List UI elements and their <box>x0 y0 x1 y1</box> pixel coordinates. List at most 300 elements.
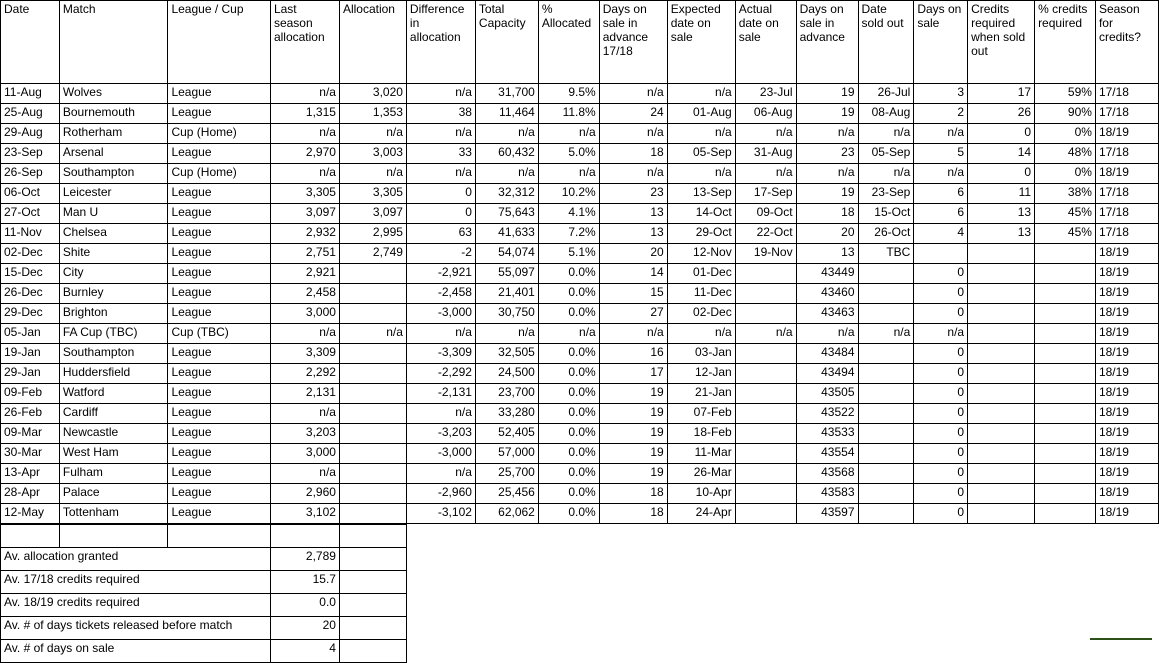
cell[interactable]: 33,280 <box>475 404 538 424</box>
cell[interactable] <box>858 384 914 404</box>
cell[interactable]: 18/19 <box>1095 404 1158 424</box>
cell[interactable]: 23,700 <box>475 384 538 404</box>
cell[interactable]: 26-Jul <box>858 84 914 104</box>
cell[interactable] <box>858 484 914 504</box>
cell[interactable]: 0 <box>914 364 968 384</box>
cell[interactable] <box>968 504 1035 524</box>
summary-value[interactable]: 20 <box>270 617 339 640</box>
cell[interactable]: -2,131 <box>406 384 475 404</box>
column-header-days-on-sale[interactable]: Days on sale <box>914 1 968 84</box>
cell[interactable]: n/a <box>914 124 968 144</box>
cell[interactable]: 3,000 <box>270 304 339 324</box>
table-row[interactable] <box>1 484 1159 504</box>
cell[interactable]: FA Cup (TBC) <box>59 324 168 344</box>
cell[interactable]: n/a <box>914 164 968 184</box>
cell[interactable]: 43522 <box>796 404 858 424</box>
cell[interactable]: 08-Aug <box>858 104 914 124</box>
table-row[interactable] <box>1 164 1159 184</box>
cell[interactable]: Fulham <box>59 464 168 484</box>
cell[interactable]: 13 <box>796 244 858 264</box>
cell[interactable]: n/a <box>796 124 858 144</box>
cell[interactable]: Shite <box>59 244 168 264</box>
cell[interactable]: 22-Oct <box>735 224 796 244</box>
column-header-actual-date-on-sale[interactable]: Actual date on sale <box>735 1 796 84</box>
table-row[interactable] <box>1 504 1159 524</box>
cell[interactable]: 43463 <box>796 304 858 324</box>
cell[interactable]: 5 <box>914 144 968 164</box>
cell[interactable]: 26-Mar <box>667 464 735 484</box>
cell[interactable]: 5.1% <box>538 244 599 264</box>
cell[interactable] <box>1035 404 1096 424</box>
column-header-credits-required-when-sold-out[interactable]: Credits required when sold out <box>968 1 1035 84</box>
cell[interactable]: 23 <box>599 184 667 204</box>
cell[interactable]: 07-Feb <box>667 404 735 424</box>
summary-value[interactable]: 0.0 <box>270 594 339 617</box>
summary-row[interactable] <box>1 640 1159 663</box>
cell[interactable]: 18/19 <box>1095 504 1158 524</box>
cell[interactable]: 31-Aug <box>735 144 796 164</box>
cell[interactable] <box>1035 264 1096 284</box>
summary-value[interactable]: 15.7 <box>270 571 339 594</box>
cell[interactable]: 18 <box>599 484 667 504</box>
cell[interactable]: 75,643 <box>475 204 538 224</box>
cell[interactable]: League <box>168 464 271 484</box>
cell[interactable]: 0.0% <box>538 264 599 284</box>
cell[interactable] <box>858 264 914 284</box>
cell[interactable]: League <box>168 444 271 464</box>
cell[interactable]: 10-Apr <box>667 484 735 504</box>
cell[interactable]: 11-Mar <box>667 444 735 464</box>
table-row[interactable] <box>1 324 1159 344</box>
cell[interactable]: 0.0% <box>538 344 599 364</box>
cell[interactable]: 05-Sep <box>858 144 914 164</box>
cell[interactable]: 31,700 <box>475 84 538 104</box>
cell[interactable]: n/a <box>270 164 339 184</box>
cell[interactable]: Chelsea <box>59 224 168 244</box>
table-row[interactable] <box>1 444 1159 464</box>
cell[interactable]: 43533 <box>796 424 858 444</box>
cell[interactable]: 52,405 <box>475 424 538 444</box>
table-row[interactable] <box>1 344 1159 364</box>
cell[interactable] <box>858 404 914 424</box>
cell[interactable]: Cup (TBC) <box>168 324 271 344</box>
cell[interactable] <box>968 344 1035 364</box>
cell[interactable]: League <box>168 344 271 364</box>
cell[interactable] <box>858 424 914 444</box>
cell[interactable]: 90% <box>1035 104 1096 124</box>
cell[interactable]: 0 <box>406 184 475 204</box>
cell[interactable]: 3,097 <box>270 204 339 224</box>
cell[interactable]: 2 <box>914 104 968 124</box>
cell[interactable]: 14 <box>968 144 1035 164</box>
cell[interactable]: 0 <box>914 504 968 524</box>
cell[interactable]: 15-Oct <box>858 204 914 224</box>
cell[interactable] <box>735 424 796 444</box>
cell[interactable]: 18/19 <box>1095 164 1158 184</box>
cell[interactable] <box>1035 284 1096 304</box>
cell[interactable]: 4 <box>914 224 968 244</box>
cell[interactable]: 38% <box>1035 184 1096 204</box>
cell[interactable]: 63 <box>406 224 475 244</box>
cell[interactable]: 0.0% <box>538 284 599 304</box>
cell[interactable]: 43449 <box>796 264 858 284</box>
cell[interactable]: n/a <box>914 324 968 344</box>
cell[interactable]: 02-Dec <box>667 304 735 324</box>
cell[interactable]: 43597 <box>796 504 858 524</box>
cell[interactable]: 21,401 <box>475 284 538 304</box>
cell[interactable]: n/a <box>796 164 858 184</box>
table-row[interactable] <box>1 204 1159 224</box>
cell[interactable]: Newcastle <box>59 424 168 444</box>
cell[interactable] <box>968 464 1035 484</box>
cell[interactable]: 2,458 <box>270 284 339 304</box>
cell[interactable]: n/a <box>406 124 475 144</box>
cell[interactable] <box>339 344 406 364</box>
cell[interactable] <box>968 424 1035 444</box>
cell[interactable]: 17/18 <box>1095 204 1158 224</box>
cell[interactable]: 0 <box>914 424 968 444</box>
cell[interactable]: 0 <box>914 404 968 424</box>
column-header-percent-credits-required[interactable]: % credits required <box>1035 1 1096 84</box>
cell[interactable]: 18 <box>599 144 667 164</box>
cell[interactable]: -2,960 <box>406 484 475 504</box>
cell[interactable]: 3,003 <box>339 144 406 164</box>
cell[interactable]: 11,464 <box>475 104 538 124</box>
table-row[interactable] <box>1 284 1159 304</box>
cell[interactable]: 06-Oct <box>1 184 60 204</box>
cell[interactable] <box>735 404 796 424</box>
cell[interactable] <box>339 404 406 424</box>
cell[interactable] <box>735 504 796 524</box>
cell[interactable] <box>858 504 914 524</box>
cell[interactable] <box>968 324 1035 344</box>
cell[interactable]: 19 <box>796 184 858 204</box>
cell[interactable]: 19 <box>599 404 667 424</box>
cell[interactable]: Watford <box>59 384 168 404</box>
cell[interactable]: 48% <box>1035 144 1096 164</box>
summary-row[interactable] <box>1 571 1159 594</box>
cell[interactable]: 19-Nov <box>735 244 796 264</box>
cell[interactable]: 11-Nov <box>1 224 60 244</box>
cell[interactable]: 17/18 <box>1095 184 1158 204</box>
cell[interactable] <box>914 244 968 264</box>
cell[interactable]: n/a <box>270 324 339 344</box>
cell[interactable]: 19-Jan <box>1 344 60 364</box>
cell[interactable] <box>339 304 406 324</box>
cell[interactable]: League <box>168 84 271 104</box>
cell[interactable]: League <box>168 224 271 244</box>
cell[interactable]: 29-Aug <box>1 124 60 144</box>
cell[interactable]: n/a <box>667 324 735 344</box>
cell[interactable]: 2,970 <box>270 144 339 164</box>
cell[interactable]: 05-Jan <box>1 324 60 344</box>
cell[interactable]: Rotherham <box>59 124 168 144</box>
cell[interactable]: 17/18 <box>1095 84 1158 104</box>
cell[interactable]: -2,458 <box>406 284 475 304</box>
cell[interactable]: 33 <box>406 144 475 164</box>
cell[interactable]: 10.2% <box>538 184 599 204</box>
cell[interactable]: n/a <box>796 324 858 344</box>
cell[interactable] <box>339 464 406 484</box>
cell[interactable]: 13 <box>599 224 667 244</box>
column-header-expected-date-on-sale[interactable]: Expected date on sale <box>667 1 735 84</box>
cell[interactable]: Arsenal <box>59 144 168 164</box>
cell[interactable]: 43460 <box>796 284 858 304</box>
cell[interactable] <box>858 344 914 364</box>
cell[interactable]: 6 <box>914 184 968 204</box>
table-row[interactable] <box>1 184 1159 204</box>
cell[interactable]: -3,000 <box>406 304 475 324</box>
column-header-total-capacity[interactable]: Total Capacity <box>475 1 538 84</box>
cell[interactable]: 45% <box>1035 204 1096 224</box>
cell[interactable]: Cup (Home) <box>168 164 271 184</box>
column-header-allocation[interactable]: Allocation <box>339 1 406 84</box>
cell[interactable]: n/a <box>538 164 599 184</box>
cell[interactable]: Brighton <box>59 304 168 324</box>
cell[interactable] <box>1035 244 1096 264</box>
cell[interactable]: -3,309 <box>406 344 475 364</box>
cell[interactable]: City <box>59 264 168 284</box>
cell[interactable]: 17-Sep <box>735 184 796 204</box>
cell[interactable]: Leicester <box>59 184 168 204</box>
cell[interactable] <box>968 404 1035 424</box>
cell[interactable]: n/a <box>475 324 538 344</box>
cell[interactable]: 57,000 <box>475 444 538 464</box>
summary-row[interactable] <box>1 617 1159 640</box>
cell[interactable]: Palace <box>59 484 168 504</box>
cell[interactable]: n/a <box>406 404 475 424</box>
column-header-date[interactable]: Date <box>1 1 60 84</box>
cell[interactable]: 17 <box>599 364 667 384</box>
cell[interactable]: 30-Mar <box>1 444 60 464</box>
cell[interactable]: League <box>168 104 271 124</box>
cell[interactable]: League <box>168 504 271 524</box>
cell[interactable]: 54,074 <box>475 244 538 264</box>
cell[interactable]: 3,203 <box>270 424 339 444</box>
cell[interactable] <box>735 364 796 384</box>
table-row[interactable] <box>1 104 1159 124</box>
cell[interactable]: 5.0% <box>538 144 599 164</box>
cell[interactable]: -3,000 <box>406 444 475 464</box>
cell[interactable] <box>858 304 914 324</box>
cell[interactable] <box>735 484 796 504</box>
cell[interactable]: 15 <box>599 284 667 304</box>
cell[interactable]: 18/19 <box>1095 444 1158 464</box>
cell[interactable]: 20 <box>599 244 667 264</box>
table-row[interactable] <box>1 304 1159 324</box>
cell[interactable]: 3,305 <box>270 184 339 204</box>
cell[interactable]: n/a <box>475 124 538 144</box>
cell[interactable] <box>968 384 1035 404</box>
cell[interactable] <box>339 504 406 524</box>
cell[interactable]: Southampton <box>59 164 168 184</box>
cell[interactable]: 2,960 <box>270 484 339 504</box>
cell[interactable]: -3,203 <box>406 424 475 444</box>
cell[interactable] <box>735 444 796 464</box>
cell[interactable]: 43494 <box>796 364 858 384</box>
cell[interactable] <box>1035 344 1096 364</box>
cell[interactable]: 18 <box>796 204 858 224</box>
cell[interactable]: TBC <box>858 244 914 264</box>
cell[interactable]: n/a <box>858 124 914 144</box>
cell[interactable] <box>858 444 914 464</box>
cell[interactable] <box>968 364 1035 384</box>
cell[interactable]: 0 <box>914 264 968 284</box>
cell[interactable]: n/a <box>270 404 339 424</box>
cell[interactable]: 30,750 <box>475 304 538 324</box>
cell[interactable]: 0 <box>406 204 475 224</box>
cell[interactable]: n/a <box>270 84 339 104</box>
cell[interactable]: 18/19 <box>1095 124 1158 144</box>
cell[interactable]: n/a <box>475 164 538 184</box>
cell[interactable]: 17/18 <box>1095 104 1158 124</box>
cell[interactable]: Huddersfield <box>59 364 168 384</box>
cell[interactable]: League <box>168 264 271 284</box>
cell[interactable]: 02-Dec <box>1 244 60 264</box>
cell[interactable]: n/a <box>858 324 914 344</box>
cell[interactable] <box>1035 304 1096 324</box>
cell[interactable]: n/a <box>599 324 667 344</box>
table-row[interactable] <box>1 244 1159 264</box>
cell[interactable]: -2,921 <box>406 264 475 284</box>
cell[interactable]: 01-Aug <box>667 104 735 124</box>
cell[interactable] <box>1035 464 1096 484</box>
cell[interactable]: 29-Jan <box>1 364 60 384</box>
cell[interactable]: 0% <box>1035 164 1096 184</box>
cell[interactable]: 2,932 <box>270 224 339 244</box>
cell[interactable]: 1,315 <box>270 104 339 124</box>
cell[interactable]: 06-Aug <box>735 104 796 124</box>
cell[interactable]: 25,456 <box>475 484 538 504</box>
cell[interactable]: Bournemouth <box>59 104 168 124</box>
cell[interactable]: League <box>168 424 271 444</box>
cell[interactable]: 29-Oct <box>667 224 735 244</box>
table-row[interactable] <box>1 384 1159 404</box>
cell[interactable] <box>339 424 406 444</box>
cell[interactable]: n/a <box>599 164 667 184</box>
cell[interactable]: 18/19 <box>1095 424 1158 444</box>
cell[interactable]: 19 <box>599 444 667 464</box>
cell[interactable]: n/a <box>667 124 735 144</box>
cell[interactable]: 18/19 <box>1095 284 1158 304</box>
column-header-match[interactable]: Match <box>59 1 168 84</box>
cell[interactable]: 17/18 <box>1095 224 1158 244</box>
cell[interactable]: League <box>168 184 271 204</box>
cell[interactable]: 32,312 <box>475 184 538 204</box>
cell[interactable]: 0 <box>968 124 1035 144</box>
cell[interactable]: 0 <box>914 284 968 304</box>
cell[interactable]: 45% <box>1035 224 1096 244</box>
cell[interactable]: 03-Jan <box>667 344 735 364</box>
cell[interactable]: n/a <box>339 164 406 184</box>
cell[interactable] <box>1035 444 1096 464</box>
cell[interactable] <box>735 384 796 404</box>
cell[interactable] <box>968 304 1035 324</box>
cell[interactable]: 0 <box>914 444 968 464</box>
cell[interactable]: -2,292 <box>406 364 475 384</box>
cell[interactable]: 18/19 <box>1095 324 1158 344</box>
table-row[interactable] <box>1 364 1159 384</box>
cell[interactable]: 38 <box>406 104 475 124</box>
cell[interactable]: 18-Feb <box>667 424 735 444</box>
cell[interactable]: 0.0% <box>538 484 599 504</box>
cell[interactable]: 16 <box>599 344 667 364</box>
cell[interactable]: 27 <box>599 304 667 324</box>
cell[interactable]: 55,097 <box>475 264 538 284</box>
cell[interactable]: 0.0% <box>538 304 599 324</box>
cell[interactable]: 23-Sep <box>858 184 914 204</box>
cell[interactable]: Cup (Home) <box>168 124 271 144</box>
column-header-difference-in-allocation[interactable]: Difference in allocation <box>406 1 475 84</box>
cell[interactable]: 0.0% <box>538 384 599 404</box>
cell[interactable]: 18/19 <box>1095 484 1158 504</box>
cell[interactable]: 12-May <box>1 504 60 524</box>
cell[interactable]: 60,432 <box>475 144 538 164</box>
cell[interactable]: 13-Apr <box>1 464 60 484</box>
cell[interactable]: 0 <box>914 304 968 324</box>
cell[interactable]: n/a <box>735 124 796 144</box>
cell[interactable]: 59% <box>1035 84 1096 104</box>
column-header-last-season-allocation[interactable]: Last season allocation <box>270 1 339 84</box>
cell[interactable]: 11-Dec <box>667 284 735 304</box>
cell[interactable]: 19 <box>796 104 858 124</box>
cell[interactable] <box>968 444 1035 464</box>
cell[interactable]: League <box>168 304 271 324</box>
cell[interactable]: 12-Nov <box>667 244 735 264</box>
cell[interactable]: 0.0% <box>538 424 599 444</box>
cell[interactable]: League <box>168 244 271 264</box>
cell[interactable]: 3 <box>914 84 968 104</box>
cell[interactable]: 0 <box>968 164 1035 184</box>
cell[interactable] <box>1035 324 1096 344</box>
cell[interactable]: 13 <box>968 204 1035 224</box>
table-row[interactable] <box>1 464 1159 484</box>
cell[interactable] <box>858 284 914 304</box>
table-row[interactable] <box>1 144 1159 164</box>
cell[interactable]: 2,131 <box>270 384 339 404</box>
table-row[interactable] <box>1 264 1159 284</box>
cell[interactable]: 26-Oct <box>858 224 914 244</box>
cell[interactable]: 24 <box>599 104 667 124</box>
cell[interactable]: 25,700 <box>475 464 538 484</box>
cell[interactable]: n/a <box>406 84 475 104</box>
cell[interactable]: 19 <box>796 84 858 104</box>
cell[interactable]: 23 <box>796 144 858 164</box>
cell[interactable] <box>968 284 1035 304</box>
cell[interactable]: 09-Oct <box>735 204 796 224</box>
cell[interactable] <box>858 364 914 384</box>
cell[interactable] <box>339 484 406 504</box>
cell[interactable]: 0 <box>914 344 968 364</box>
cell[interactable]: 26 <box>968 104 1035 124</box>
cell[interactable]: 28-Apr <box>1 484 60 504</box>
cell[interactable]: 43554 <box>796 444 858 464</box>
cell[interactable] <box>735 264 796 284</box>
cell[interactable]: 18/19 <box>1095 464 1158 484</box>
cell[interactable]: 01-Dec <box>667 264 735 284</box>
cell[interactable]: 24,500 <box>475 364 538 384</box>
cell[interactable]: n/a <box>406 324 475 344</box>
cell[interactable]: 2,292 <box>270 364 339 384</box>
cell[interactable]: 7.2% <box>538 224 599 244</box>
cell[interactable]: 26-Dec <box>1 284 60 304</box>
cell[interactable]: 0 <box>914 484 968 504</box>
cell[interactable]: 43568 <box>796 464 858 484</box>
cell[interactable]: 3,102 <box>270 504 339 524</box>
table-row[interactable] <box>1 424 1159 444</box>
cell[interactable]: 11-Aug <box>1 84 60 104</box>
cell[interactable]: 13 <box>968 224 1035 244</box>
